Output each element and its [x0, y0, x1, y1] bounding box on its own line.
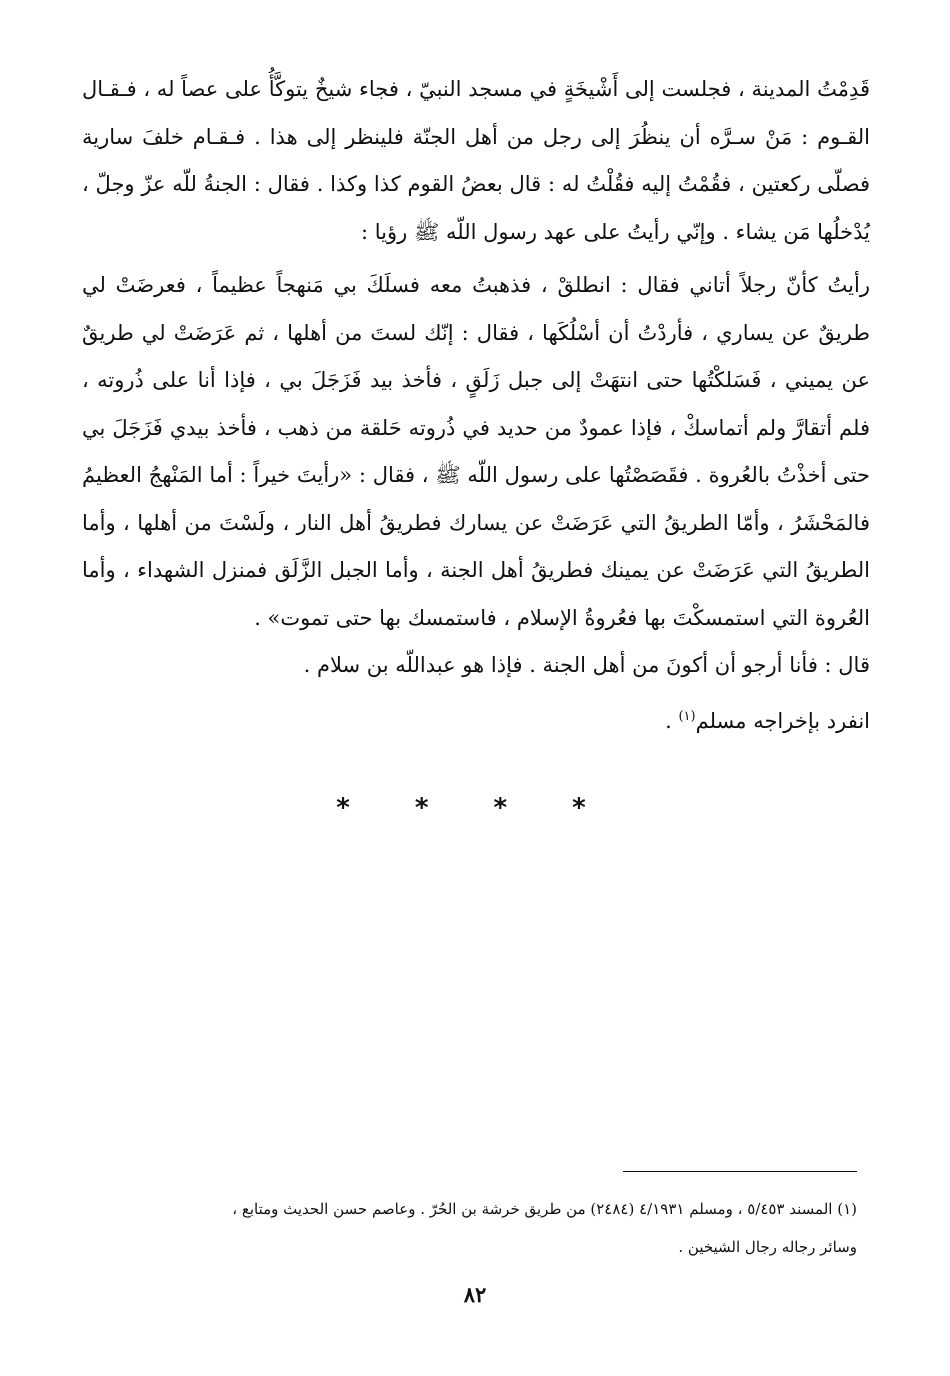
closing-line	[82, 698, 870, 746]
page-number: ٨٢	[463, 1282, 487, 1307]
paragraph-2: رأيتُ كأنّ رجلاً أتاني فقال : انطلقْ ، فذهبتُ معه فسلَكَ بي مَنهجاً عظيماً ، فعرضَتْ لي طريقٌ عن يساري ، فأردْتُ أن أسْلُكَها ، فقال : إنّك لستَ من أهلها ، ثم عَرَضَتْ لي طريقٌ عن يميني ، فَسَلكْتُها حتى انتهَتْ إلى جبل زَلَقٍ ، فأخذ بيد فَزَجَلَ بي ، فإذا أنا على ذُروته ، فلم أتقارَّ ولم أتماسكْ ، فإذا عمودٌ من حديد في ذُروته حَلقة من ذهب ، فأخذ بيدي فَزَجَلَ بي حتى أخذْتُ بالعُروة . فقَصَصْتُها على رسول اللّه ﷺ ، فقال : «رأيتَ خيراً : أما المَنْهجُ العظيمُ فالمَحْشَرُ ، وأمّا الطريقُ التي عَرَضَتْ عن يسارك فطريقُ أهل النار ، ولَسْتَ من أهلها ، وأما الطريقُ التي عَرَضَتْ عن يمينك فطريقُ أهل الجنة ، وأما الجبل الزَّلَق فمنزل الشهداء ، وأما العُروة التي استمسكْتَ بها فعُروةُ الإسلام ، فاستمسك بها حتى تموت» .	[82, 273, 870, 630]
closing-text: انفرد بإخراجه مسلم	[695, 708, 870, 733]
section-separator: * * * *	[336, 793, 614, 823]
footnote-divider	[623, 1171, 857, 1172]
footnote	[92, 1190, 857, 1266]
paragraph-1: قَدِمْتُ المدينة ، فجلست إلى أَشْيخَةٍ في مسجد النبيّ ، فجاء شيخٌ يتوكَّأُ على عصاً له ، فـقـال القـوم : مَنْ سـرَّه أن ينظُرَ إلى رجل من أهل الجنّة فلينظر إلى هذا . فـقـام خلفَ سارية فصلّى ركعتين ، فقُمْتُ إليه فقُلْتُ له : قال بعضُ القوم كذا وكذا . فقال : الجنةُ للّه عزّ وجلّ ، يُدْخلُها مَن يشاء . وإنّي رأيتُ على عهد رسول اللّه ﷺ رؤيا :	[82, 77, 871, 244]
footnote-marker: (١)	[678, 708, 696, 724]
footnote-line-1: (١) المسند ٥/٤٥٣ ، ومسلم ٤/١٩٣١ (٢٤٨٤) من طريق خرشة بن الحُرّ . وعاصم حسن الحديث ومتابع ،	[232, 1200, 857, 1218]
closing-end: .	[665, 708, 679, 733]
footnote-line-2: وسائر رجاله رجال الشيخين .	[678, 1238, 857, 1256]
paragraph-3: قال : فأنا أرجو أن أكونَ من أهل الجنة . فإذا هو عبداللّه بن سلام .	[303, 653, 870, 677]
main-text	[82, 66, 870, 745]
